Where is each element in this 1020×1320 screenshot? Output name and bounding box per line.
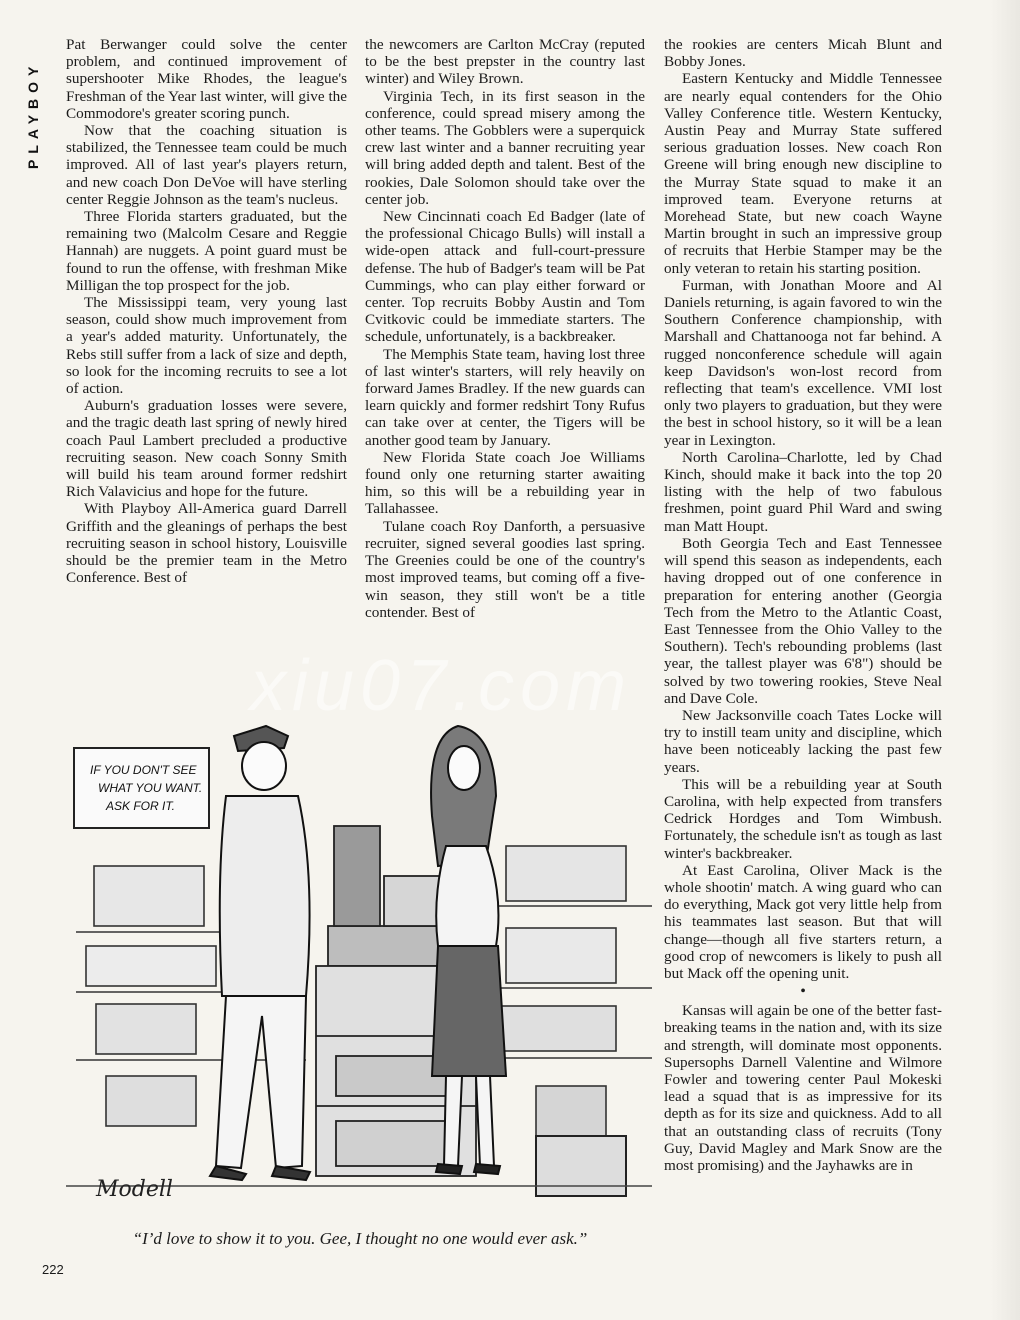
paragraph: North Carolina–Charlotte, led by Chad Kinch, should make it back into the top 20 listing with the help of two fabulous freshmen, point guard Phil Ward and swing man Matt Houpt. bbox=[664, 448, 942, 535]
sign-line-2: WHAT YOU WANT. bbox=[98, 781, 203, 795]
paragraph: Kansas will again be one of the better fast-breaking teams in the nation and, with its size and strength, will dominate most opponents. Supersophs Darnell Valentine and Wilmore Fowler and towering center Paul Mokeski lead a squad that is as impressive for its depth as for its size and quickness. Add to all that an outstanding class of recruits (Tony Guy, David Magley and Mark Snow are the most promising) and the Jayhawks are in bbox=[664, 1002, 942, 1174]
page-edge-shadow bbox=[990, 0, 1020, 1320]
paragraph: The Mississippi team, very young last season, could show much improvement from a year's added maturity. Unfortunately, the Rebs still suffer from a lack of size and depth, so look for the incoming recruits to see a lot of action. bbox=[66, 294, 347, 398]
paragraph: New Cincinnati coach Ed Badger (late of the professional Chicago Bulls) will install a wide-open attack and full-court-pressure defense. The hub of Badger's team will be Pat Cummings, who can play either forward or center. Top recruits Bobby Austin and Tom Cvitkovic could be immediate starters. The schedule, unfortunately, is a backbreaker. bbox=[365, 208, 645, 346]
text-column-3 bbox=[664, 36, 942, 1174]
paragraph: The Memphis State team, having lost three of last winter's starters, will rely heavily on forward James Bradley. If the new guards can learn quickly and former redshirt Tony Rufus can take over at center, the Tigers will be another good team by January. bbox=[365, 345, 645, 449]
magazine-sidebar-title: PLAYBOY bbox=[25, 60, 41, 170]
watermark-text: xiu07.com bbox=[250, 646, 633, 726]
paragraph: New Florida State coach Joe Williams found only one returning starter awaiting him, so this will be a rebuilding year in Tallahassee. bbox=[365, 448, 645, 518]
cartoon-caption: “I’d love to show it to you. Gee, I thought no one would ever ask.” bbox=[132, 1229, 588, 1248]
sign-line-3: ASK FOR IT. bbox=[106, 799, 175, 813]
text-column-1 bbox=[66, 36, 347, 587]
sign-line-1: IF YOU DON'T SEE bbox=[90, 763, 197, 777]
text-column-2 bbox=[365, 36, 645, 621]
suitcase-drawing bbox=[536, 1136, 626, 1196]
artist-signature: Modell bbox=[96, 1177, 173, 1202]
paragraph: Both Georgia Tech and East Tennessee will spend this season as independents, each having dropped out of one conference in preparation for entering another (Georgia Tech from the Metro to the Atlantic Coast, East Tennessee from the Ohio Valley to the Southern). Tech's rebounding problems (last year, the tallest player was 6'8") should be solved by two towering rookies, Steve Neal and Dave Cole. bbox=[664, 534, 942, 707]
paragraph: the rookies are centers Micah Blunt and Bobby Jones. bbox=[664, 36, 942, 71]
paragraph: At East Carolina, Oliver Mack is the whole shootin' match. A wing guard who can do everything, Mack got very little help from his teammates last season. But that will change—though all five starters return, a good crop of newcomers is likely to push all but Mack off the opening unit. bbox=[664, 861, 942, 982]
paragraph: Auburn's graduation losses were severe, and the tragic death last spring of newly hired coach Paul Lambert precluded a productive recruiting season. New coach Sonny Smith will build his team around former redshirt Rich Valavicius and hope for the future. bbox=[66, 397, 347, 501]
paragraph: Eastern Kentucky and Middle Tennessee are nearly equal contenders for the Ohio Valley Conference title. Western Kentucky, Austin Peay and Murray State suffered serious graduation losses. New coach Ron Greene will bring enough new discipline to the Murray State squad to make it an improved team. Everyone returns at Morehead State, but new coach Wayne Martin brought in such an impressive group of recruits that Herbie Stamper may be the only veteran to retain his starting position. bbox=[664, 70, 942, 277]
store-sign bbox=[74, 748, 209, 828]
page-number: 222 bbox=[42, 1262, 64, 1277]
paragraph: This will be a rebuilding year at South Carolina, with help expected from transfers Cedrick Hordges and Tom Wimbush. Fortunately, the schedule isn't as tough as last winter's backbreaker. bbox=[664, 775, 942, 862]
cartoon-illustration bbox=[66, 696, 652, 1220]
paragraph: New Jacksonville coach Tates Locke will try to instill team unity and discipline, which have been noticeably lacking the past few years. bbox=[664, 706, 942, 776]
paragraph: With Playboy All-America guard Darrell Griffith and the gleanings of perhaps the best recruiting season in school history, Louisville should be the premier team in the Metro Conference. Best of bbox=[66, 500, 347, 587]
paragraph: Furman, with Jonathan Moore and Al Daniels returning, is again favored to win the Southern Conference championship, with Marshall and Chattanooga not far behind. A rugged nonconference schedule will again keep Davidson's won-lost record from reflecting that team's excellence. VMI lost only two players to graduation, but they were the best in school history, so it will be a lean year in Lexington. bbox=[664, 276, 942, 449]
paragraph: Now that the coaching situation is stabilized, the Tennessee team could be much improved. All of last year's players return, and new coach Don DeVoe will have sterling center Reggie Johnson as the team's nucleus. bbox=[66, 122, 347, 208]
paragraph: the newcomers are Carlton McCray (reputed to be the best prepster in the country last winter) and Wiley Brown. bbox=[365, 36, 645, 88]
paragraph: Virginia Tech, in its first season in the conference, could spread misery among the other teams. The Gobblers were a superquick crew last winter and a banner recruiting year will bring added depth and talent. Best of the rookies, Dale Solomon should take over the center job. bbox=[365, 87, 645, 208]
paragraph: Pat Berwanger could solve the center problem, and continued improvement of supershooter Mike Rhodes, the league's Freshman of the Year last winter, will give the Commodore's greater scoring punch. bbox=[66, 36, 347, 122]
paragraph: Three Florida starters graduated, but the remaining two (Malcolm Cesare and Reggie Hannah) are nuggets. A point guard must be found to run the offense, with freshman Mike Milligan the top prospect for the job. bbox=[66, 208, 347, 294]
salesman-figure bbox=[210, 726, 310, 1180]
paragraph: Tulane coach Roy Danforth, a persuasive recruiter, signed several goodies last spring. The Greenies could be one of the country's most improved teams, but coming off a five-win season, they still won't be a title contender. Best of bbox=[365, 517, 645, 621]
section-separator: • bbox=[800, 983, 806, 1001]
